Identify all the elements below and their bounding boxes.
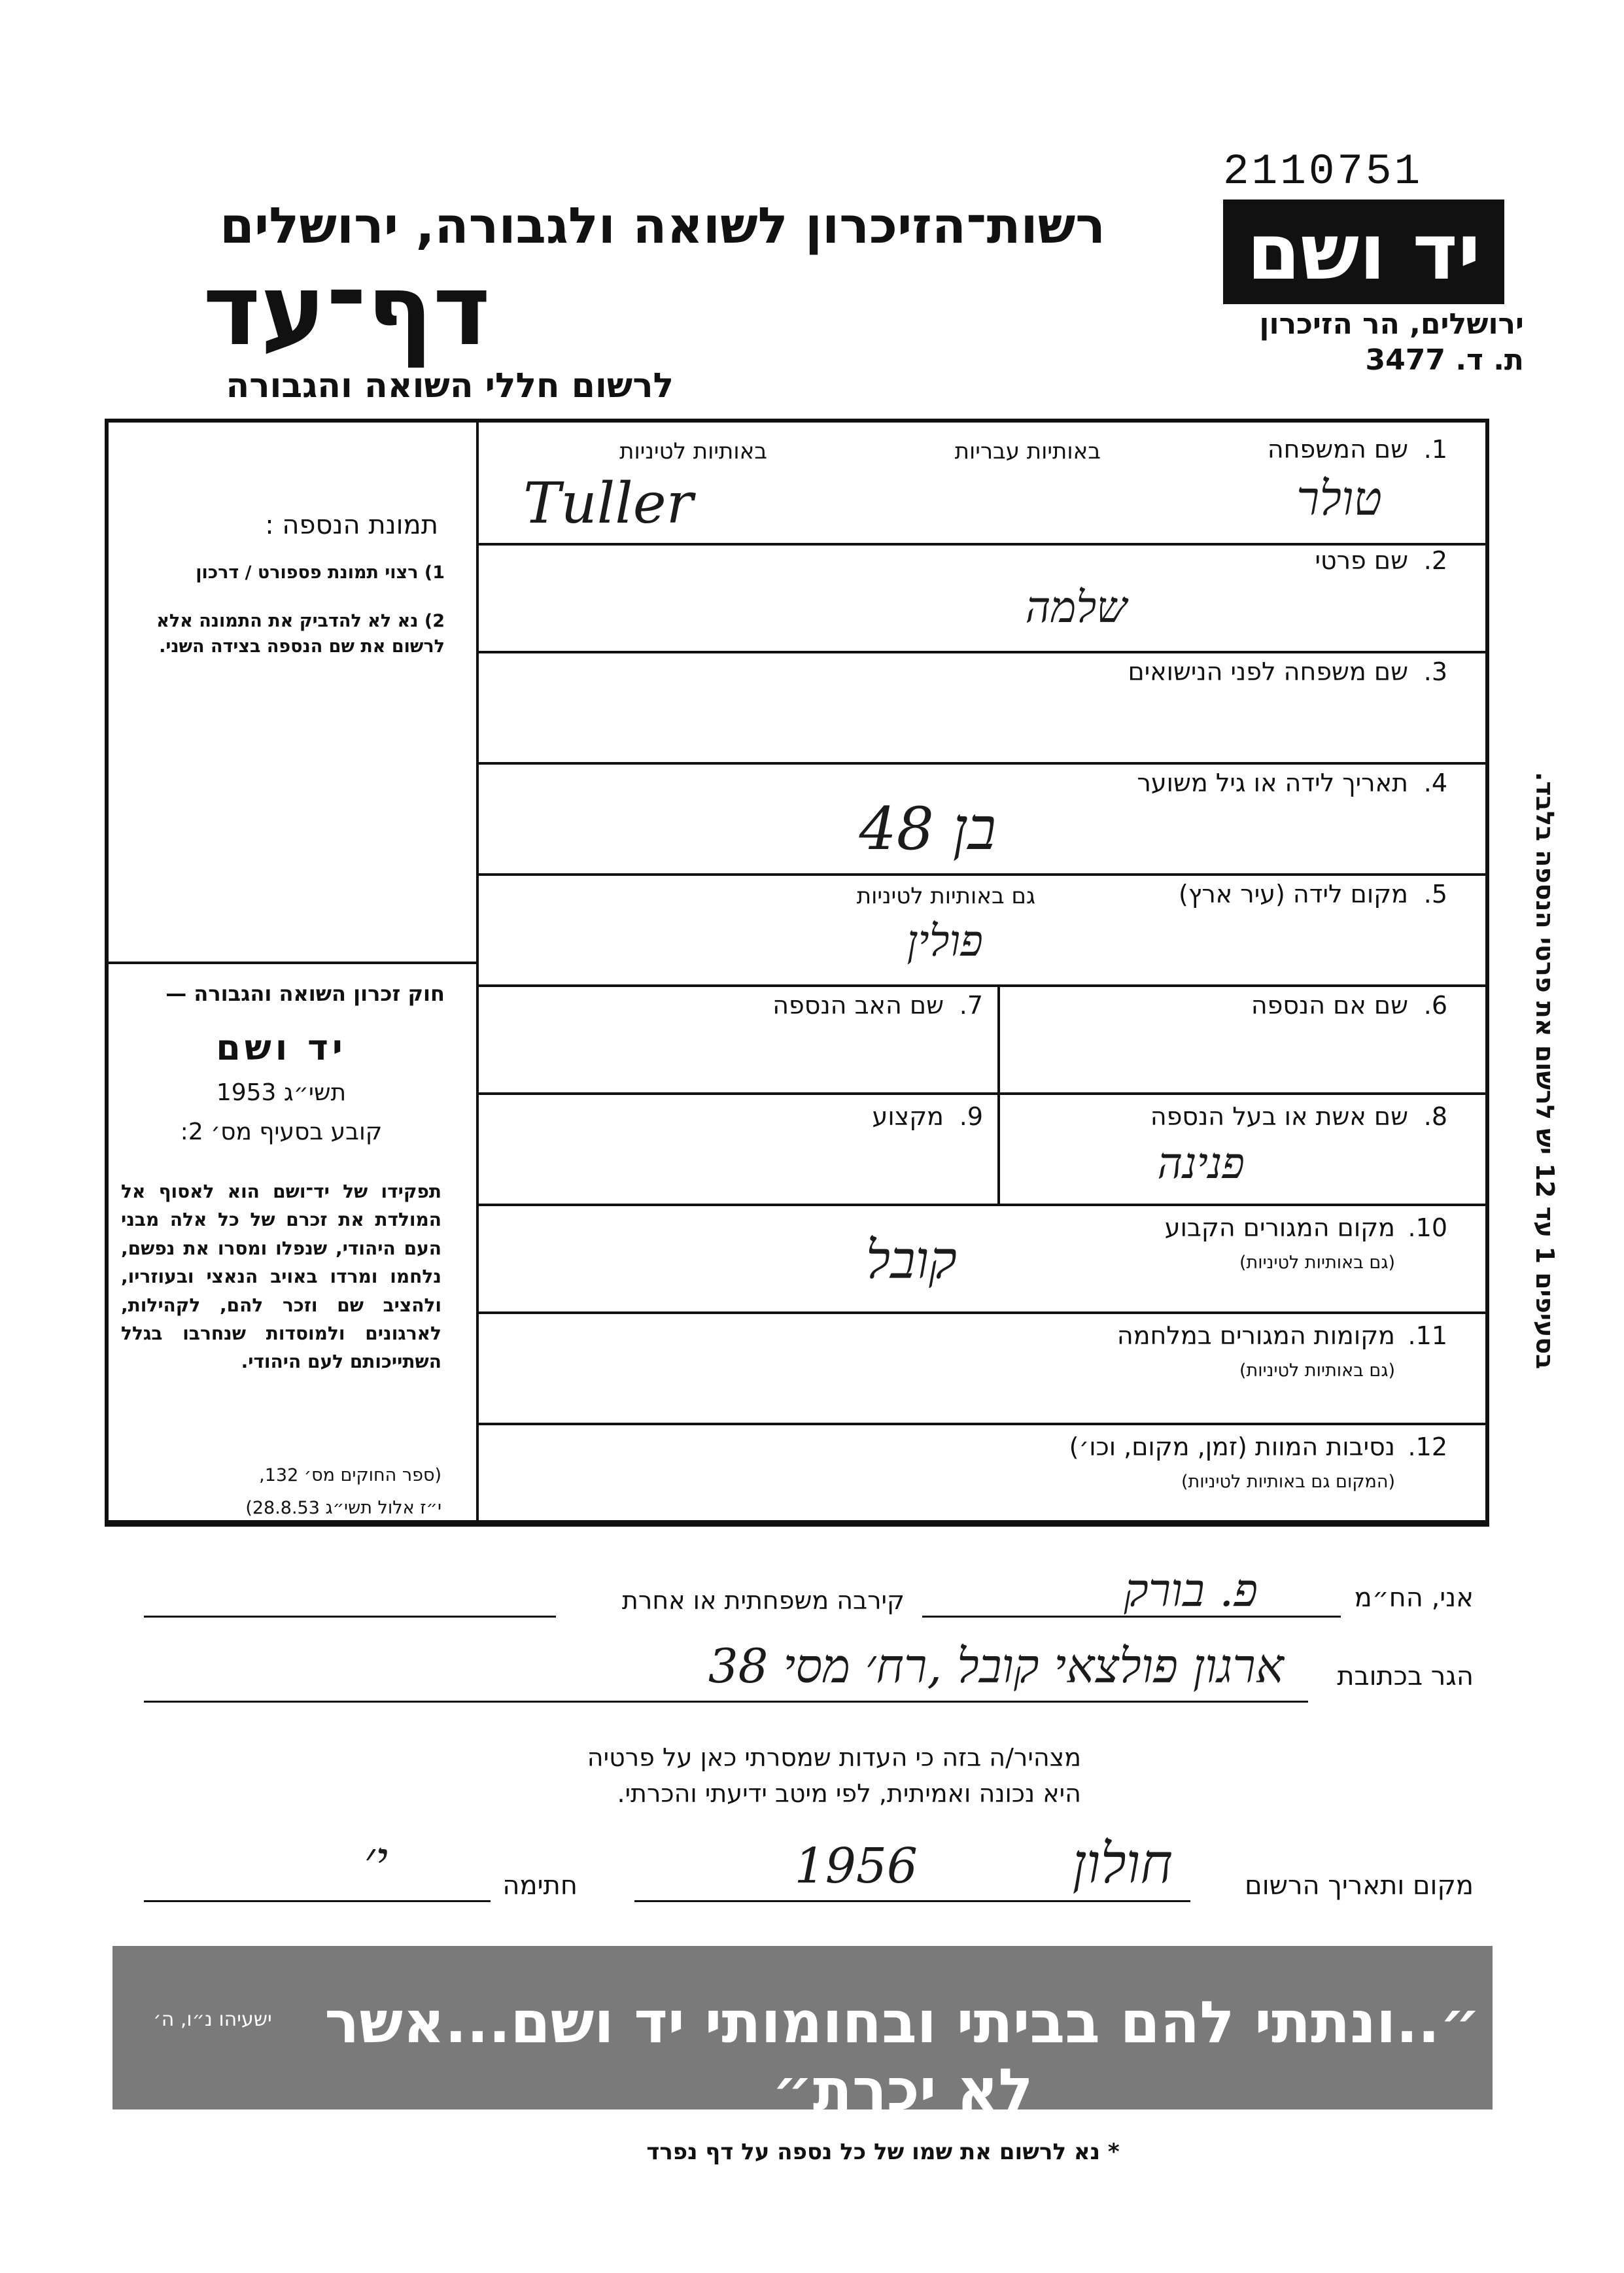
address-label: הגר בכתובת — [1337, 1661, 1474, 1692]
statement-line-1: מצהיר/ה בזה כי העדות שמסרתי כאן על פרטיה — [587, 1743, 1081, 1772]
row-line — [476, 762, 1489, 765]
field-3-label: שם משפחה לפני הנישואים — [1128, 657, 1408, 686]
field-1-label: שם המשפחה — [1267, 435, 1408, 464]
field-1-number: 1. — [1423, 435, 1447, 464]
row-split — [997, 1092, 1000, 1204]
left-panel-separator — [105, 962, 477, 964]
row-line — [476, 1423, 1489, 1425]
field-5-label: מקום לידה (עיר ארץ) — [1179, 880, 1408, 909]
row-line — [476, 1092, 1489, 1095]
field-4-value[interactable]: בן 48 — [859, 795, 996, 863]
address-line — [144, 1701, 1308, 1703]
place-date-line — [634, 1900, 1190, 1902]
field-4-label: תאריך לידה או גיל משוער — [1137, 769, 1408, 797]
field-9-label: מקצוע — [872, 1102, 944, 1131]
row-split — [997, 984, 1000, 1092]
row-line — [476, 873, 1489, 876]
field-2-label: שם פרטי — [1315, 546, 1408, 575]
field-7-number: 7. — [959, 991, 983, 1020]
law-text: תפקידו של יד־ושם הוא לאסוף אל המולדת את זכרם של כל אלה מבני העם היהודי, שנפלו ומסרו את נפשם, נלחמו ומרדו באויב הנאצי ובעוזריו, ולהציב שם וזכר להם, לקהילות, לארגונים ולמוסדות שנחרבו בגלל השתייכותם לעם היהודי. — [121, 1181, 441, 1373]
page-subtitle: לרשום חללי השואה והגבורה — [226, 366, 674, 406]
field-2-value[interactable]: שלמה — [1025, 582, 1127, 633]
law-year: תשי״ג 1953 — [216, 1079, 347, 1106]
field-11-note: (גם באותיות לטיניות) — [1239, 1361, 1395, 1381]
photo-title: תמונת הנספה : — [265, 510, 438, 540]
place-value[interactable]: חולון — [1072, 1831, 1173, 1896]
page-title: דף־עד — [203, 254, 491, 368]
law-reference-date: י״ז אלול תשי״ג 28.8.53) — [245, 1498, 441, 1518]
statement-line-2: היא נכונה ואמיתית, לפי מיטב ידיעתי והכרתי. — [617, 1779, 1081, 1808]
field-11-label: מקומות המגורים במלחמה — [1116, 1321, 1395, 1350]
field-5-number: 5. — [1423, 880, 1447, 909]
side-instruction: בסעיפים 1 עד 12 יש לרשום את פרטי הנספה בלבד. — [1530, 772, 1559, 1370]
fields-bottom-line — [105, 1524, 1489, 1527]
field-11-number: 11. — [1408, 1321, 1447, 1350]
field-10-label: מקום המגורים הקבוע — [1164, 1213, 1395, 1242]
row-line — [476, 1311, 1489, 1314]
field-7-label: שם האב הנספה — [772, 991, 944, 1020]
declarant-value[interactable]: פ. בורק — [1124, 1563, 1258, 1617]
field-3-number: 3. — [1423, 657, 1447, 686]
panel-divider — [476, 419, 479, 1524]
law-section: קובע בסעיף מס׳ 2: — [180, 1119, 383, 1145]
field-4-number: 4. — [1423, 769, 1447, 797]
law-reference: (ספר החוקים מס׳ 132, — [259, 1465, 441, 1485]
field-8-number: 8. — [1423, 1102, 1447, 1131]
field-10-note: (גם באותיות לטיניות) — [1239, 1253, 1395, 1273]
signature-value[interactable]: י׳ — [364, 1831, 388, 1888]
field-1-value-hebrew[interactable]: טולר — [1296, 471, 1382, 526]
signature-label: חתימה — [502, 1871, 578, 1901]
field-2-number: 2. — [1423, 546, 1447, 575]
logo-address: ירושלים, הר הזיכרון — [1259, 307, 1524, 341]
relation-line[interactable] — [144, 1616, 556, 1618]
row-line — [476, 651, 1489, 653]
law-name: יד ושם — [216, 1027, 347, 1068]
photo-note-1: 1) רצוי תמונת פספורט / דרכון — [196, 563, 445, 583]
row-line — [476, 984, 1489, 987]
yad-vashem-logo: יד ושם — [1223, 200, 1504, 304]
banner-source: ישעיהו נ״ו, ה׳ — [153, 2008, 272, 2031]
place-date-label: מקום ותאריך הרשום — [1245, 1871, 1474, 1901]
field-8-value[interactable]: פנינה — [1157, 1138, 1245, 1189]
date-value[interactable]: 1956 — [794, 1838, 918, 1894]
signature-line — [144, 1900, 491, 1902]
field-12-number: 12. — [1408, 1432, 1447, 1461]
row-line — [476, 1204, 1489, 1206]
po-box: ת. ד. 3477 — [1365, 343, 1524, 377]
field-5-value[interactable]: פולין — [907, 916, 983, 966]
address-value[interactable]: ארגון פולצאי קובל ,רח׳ מסי 38 — [708, 1639, 1284, 1693]
declarant-label: אני, הח״מ — [1354, 1583, 1474, 1613]
row-line — [476, 543, 1489, 546]
footer-note: * נא לרשום את שמו של כל נספה על דף נפרד — [646, 2139, 1120, 2165]
serial-number: 2110751 — [1223, 147, 1423, 196]
field-12-label: נסיבות המוות (זמן, מקום, וכו׳) — [1069, 1432, 1395, 1461]
field-10-value[interactable]: קובל — [865, 1230, 957, 1291]
field-1-hebrew-column: באותיות עבריות — [954, 438, 1101, 464]
banner-quote: ״..ונתתי להם בביתי ובחומותי יד ושם...אשר לא יכרת״ — [324, 1988, 1481, 2123]
field-1-value-latin[interactable]: Tuller — [523, 471, 693, 536]
field-8-label: שם אשת או בעל הנספה — [1150, 1102, 1408, 1131]
authority-name: רשות־הזיכרון לשואה ולגבורה, ירושלים — [220, 196, 1105, 254]
field-12-note: (המקום גם באותיות לטיניות) — [1181, 1472, 1395, 1492]
field-6-label: שם אם הנספה — [1251, 991, 1408, 1020]
law-title: חוק זכרון השואה והגבורה — — [165, 981, 445, 1006]
field-5-note: גם באותיות לטיניות — [856, 883, 1035, 909]
photo-note-2: 2) נא לא להדביק את התמונה אלא לרשום את שם הנספה בצידה השני. — [156, 611, 445, 657]
field-9-number: 9. — [959, 1102, 983, 1131]
field-1-latin-column: באותיות לטיניות — [619, 438, 767, 464]
relation-label: קירבה משפחתית או אחרת — [621, 1586, 905, 1615]
field-10-number: 10. — [1408, 1213, 1447, 1242]
field-6-number: 6. — [1423, 991, 1447, 1020]
